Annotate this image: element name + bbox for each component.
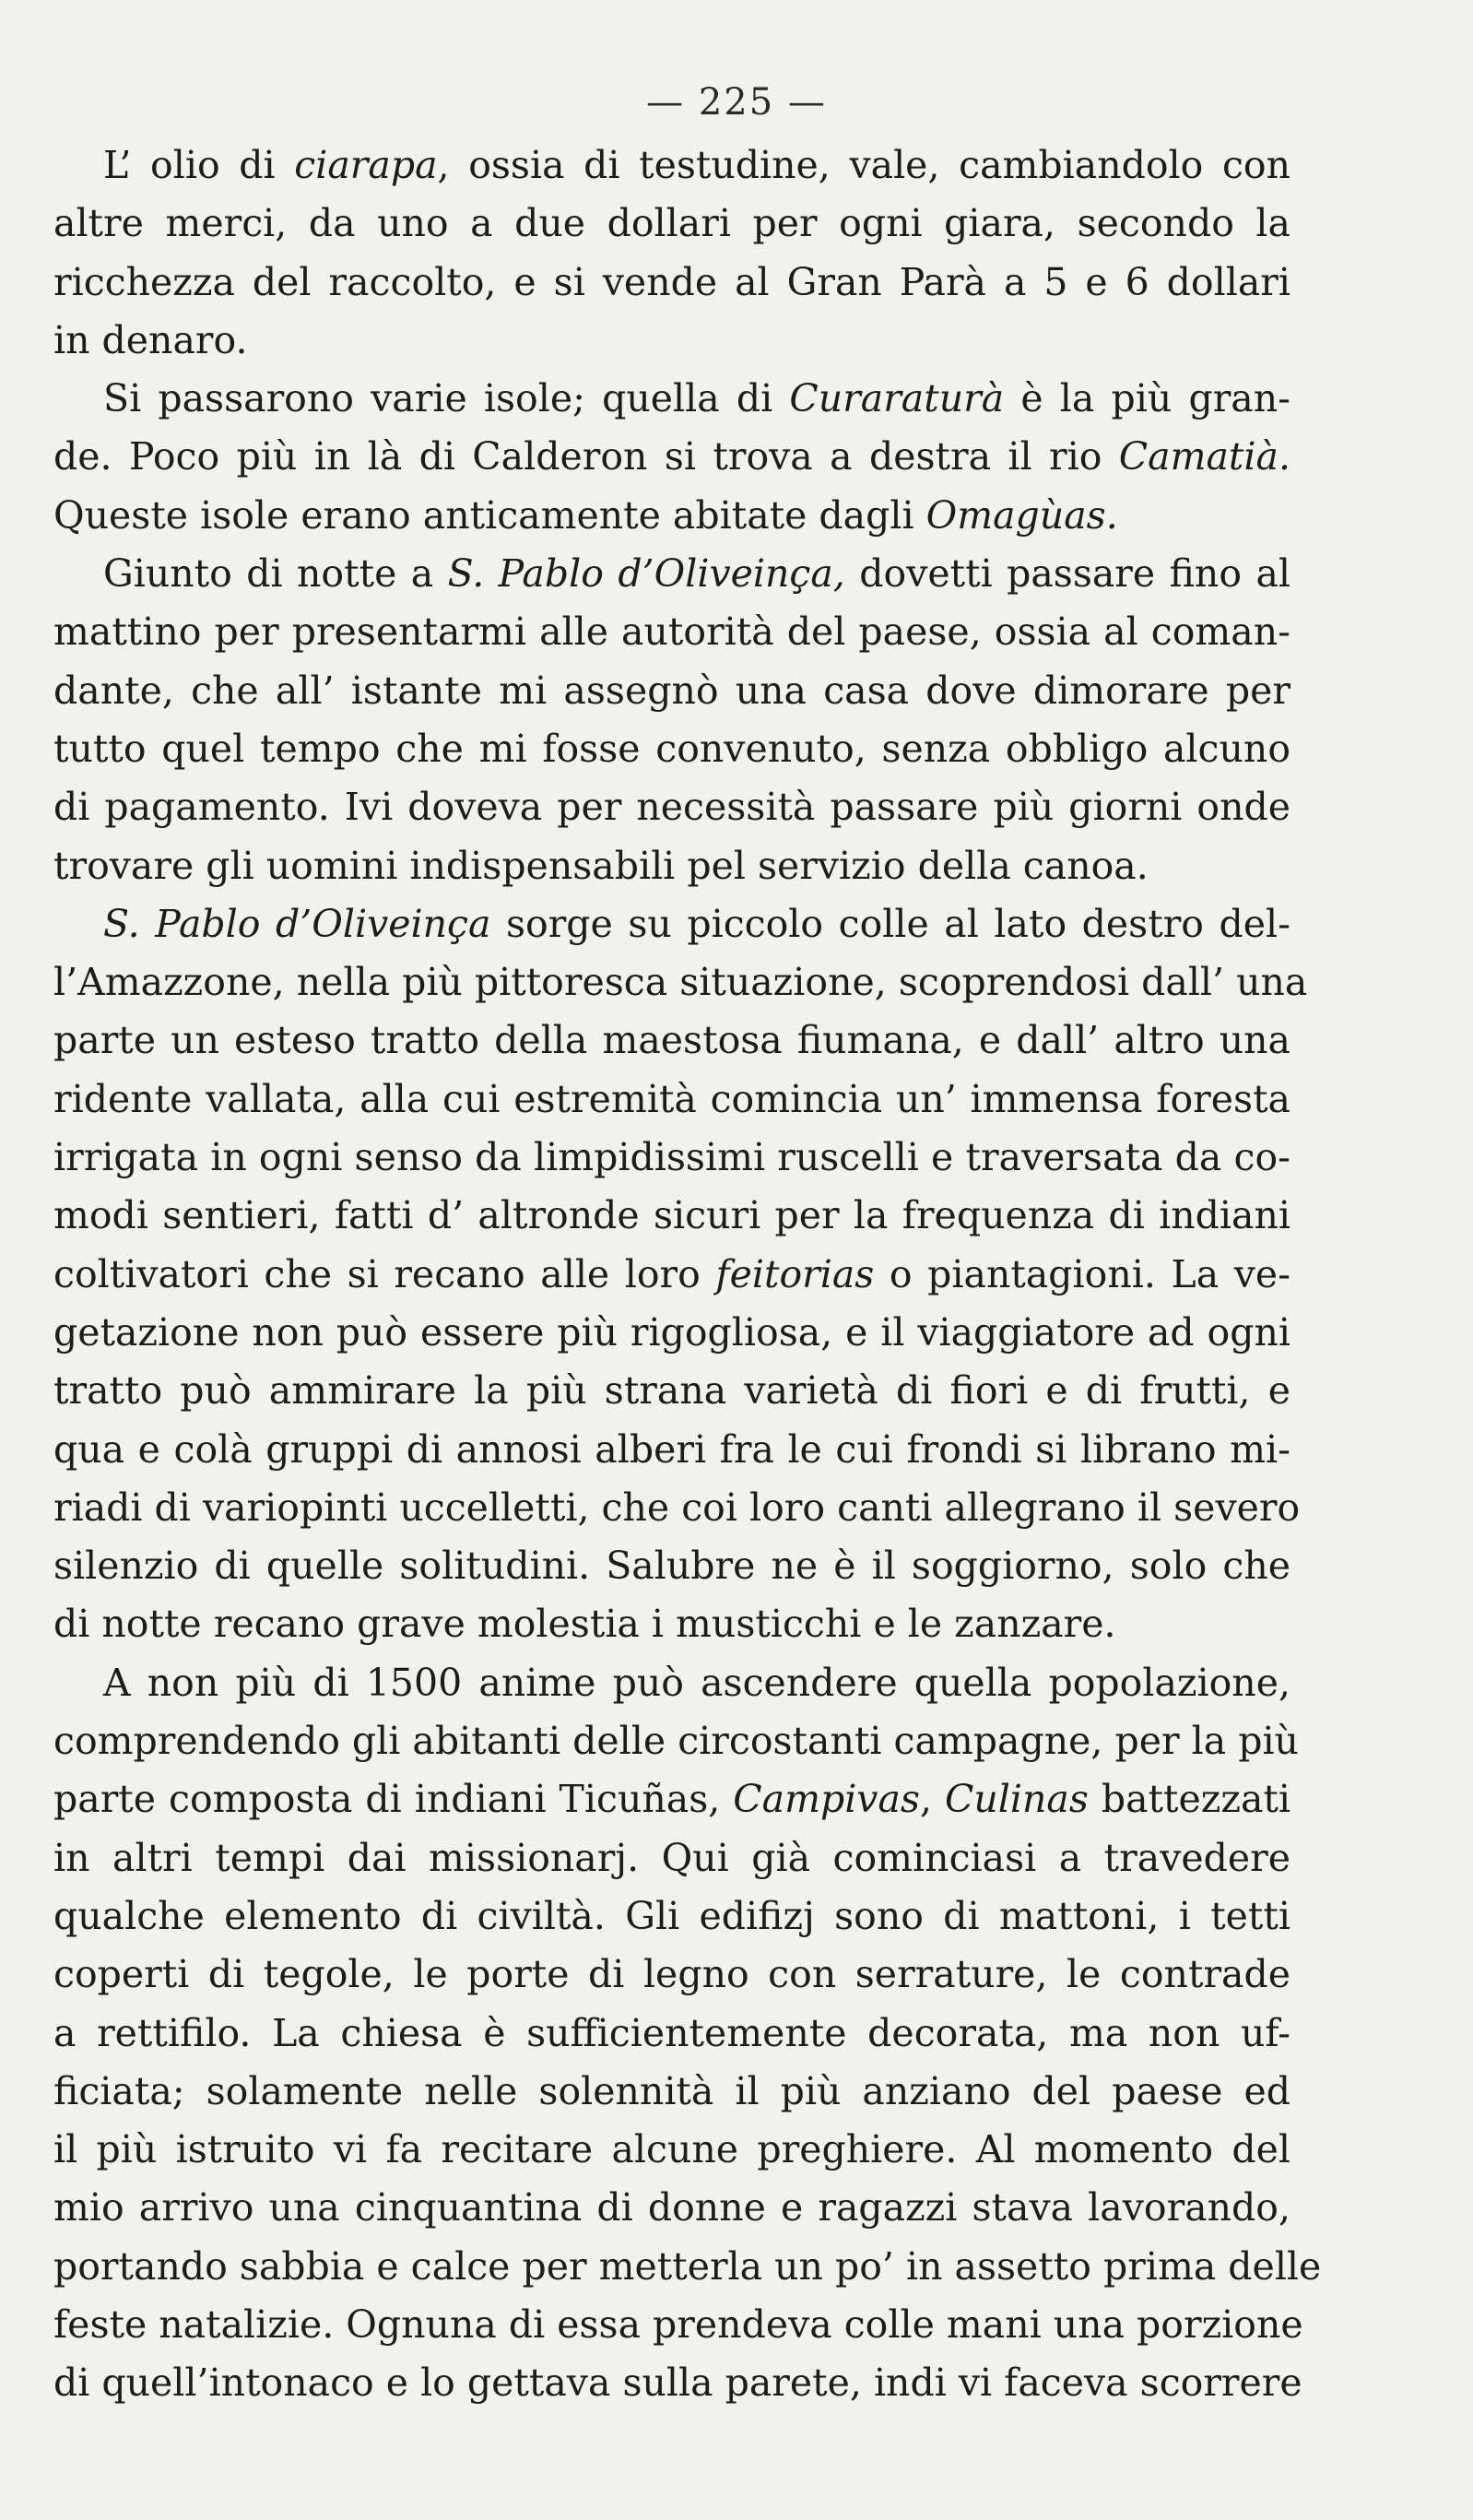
text-segment: mattino per presentarmi alle autorità del paese, ossia al coman- xyxy=(53,609,1290,655)
text-segment: coltivatori che si recano alle loro xyxy=(53,1251,716,1296)
text-line xyxy=(53,1946,1290,2004)
page-number: — 225 — xyxy=(646,81,827,124)
text-segment: mio arrivo una cinquantina di donne e ragazzi stava lavorando, xyxy=(53,2185,1290,2230)
text-line xyxy=(53,2179,1290,2237)
text-segment: in denaro. xyxy=(53,317,248,362)
text-line xyxy=(53,545,1290,603)
text-segment: Giunto di notte a xyxy=(103,551,448,597)
text-segment: battezzati xyxy=(1088,1777,1290,1822)
text-line xyxy=(53,778,1290,836)
text-line xyxy=(53,662,1290,720)
text-segment: ridente vallata, alla cui estremità comincia un’ immensa foresta xyxy=(53,1076,1290,1121)
text-line xyxy=(53,2121,1290,2179)
text-segment: Curaraturà xyxy=(789,376,1005,421)
text-segment: S. Pablo d’Oliveinça, xyxy=(447,551,845,597)
text-segment: ricchezza del raccolto, e si vende al Gran Parà a 5 e 6 dollari xyxy=(53,259,1290,304)
text-line xyxy=(53,487,1290,545)
text-segment: il più istruito vi fa recitare alcune preghiere. Al momento del xyxy=(53,2127,1290,2172)
text-line xyxy=(53,1479,1301,1537)
text-segment: qua e colà gruppi di annosi alberi fra le cui frondi si librano mi- xyxy=(53,1426,1290,1472)
text-segment: qualche elemento di civiltà. Gli edifizj sono di mattoni, i tetti xyxy=(53,1893,1290,1938)
text-segment: di notte recano grave molestia i musticchi e le zanzare. xyxy=(53,1602,1116,1647)
text-segment: , xyxy=(919,1777,945,1822)
text-line xyxy=(53,837,1290,895)
text-segment: è la più gran- xyxy=(1004,376,1290,421)
text-segment: A non più di 1500 anime può ascendere quella popolazione, xyxy=(103,1660,1290,1705)
text-line xyxy=(53,1187,1290,1245)
body-text xyxy=(53,136,1322,2413)
text-line xyxy=(53,1595,1290,1653)
text-segment: ficiata; solamente nelle solennità il più anziano del paese ed xyxy=(53,2068,1290,2113)
text-segment: S. Pablo d’Oliveinça xyxy=(103,901,491,946)
text-line xyxy=(53,312,1290,370)
text-line xyxy=(53,2063,1290,2121)
text-segment: modi sentieri, fatti d’ altronde sicuri per la frequenza di indiani xyxy=(53,1193,1290,1238)
text-line xyxy=(53,1129,1290,1187)
text-segment: altre merci, da uno a due dollari per ogni giara, secondo la xyxy=(53,201,1290,246)
text-segment: tratto può ammirare la più strana varietà di fiori e di frutti, e xyxy=(53,1368,1290,1414)
text-line xyxy=(53,953,1308,1012)
text-line xyxy=(53,1362,1290,1420)
text-segment: di quell’intonaco e lo gettava sulla parete, indi vi faceva scorrere xyxy=(53,2360,1302,2406)
text-segment: sorge su piccolo colle al lato destro del- xyxy=(490,901,1290,946)
text-segment: trovare gli uomini indispensabili pel servizio della canoa. xyxy=(53,843,1149,888)
text-line xyxy=(53,136,1290,195)
text-segment: comprendendo gli abitanti delle circostanti campagne, per la più xyxy=(53,1719,1299,1764)
text-segment: in altri tempi dai missionarj. Qui già cominciasi a travedere xyxy=(53,1835,1290,1880)
text-line xyxy=(53,1246,1290,1304)
text-segment: Culinas xyxy=(944,1777,1089,1822)
text-segment: portando sabbia e calce per metterla un po’ in assetto prima delle xyxy=(53,2243,1322,2289)
text-segment: L’ olio di xyxy=(103,143,295,187)
text-line xyxy=(53,2354,1302,2412)
text-line xyxy=(53,603,1290,661)
text-segment: di pagamento. Ivi doveva per necessità passare più giorni onde xyxy=(53,785,1290,830)
text-line xyxy=(53,428,1290,486)
text-segment: Campivas xyxy=(733,1777,920,1822)
text-line xyxy=(53,1887,1290,1946)
text-segment: ciarapa xyxy=(294,143,438,187)
text-segment: a rettifilo. La chiesa è sufficientemente decorata, ma non uf- xyxy=(53,2010,1290,2055)
text-line xyxy=(53,195,1290,253)
text-line xyxy=(53,1421,1290,1479)
text-segment: Camatià. xyxy=(1118,434,1290,479)
text-segment: feitorias xyxy=(715,1251,875,1296)
text-line xyxy=(53,254,1290,312)
text-segment: silenzio di quelle solitudini. Salubre ne è il soggiorno, solo che xyxy=(53,1544,1290,1589)
text-line xyxy=(53,1654,1290,1712)
text-line xyxy=(53,1770,1290,1828)
text-line xyxy=(53,1304,1290,1362)
text-segment: dante, che all’ istante mi assegnò una casa dove dimorare per xyxy=(53,668,1290,713)
text-segment: getazione non può essere più rigogliosa, e il viaggiatore ad ogni xyxy=(53,1309,1290,1355)
text-line xyxy=(53,1012,1290,1070)
text-segment: Queste isole erano anticamente abitate dagli xyxy=(53,492,926,538)
text-segment: Omagùas. xyxy=(925,492,1118,538)
text-line xyxy=(53,895,1290,953)
text-segment: irrigata in ogni senso da limpidissimi ruscelli e traversata da co- xyxy=(53,1135,1290,1180)
text-segment: feste natalizie. Ognuna di essa prendeva colle mani una porzione xyxy=(53,2301,1303,2347)
text-segment: parte un esteso tratto della maestosa fiumana, e dall’ altro una xyxy=(53,1018,1290,1063)
text-segment: parte composta di indiani Ticuñas, xyxy=(53,1777,734,1822)
text-line xyxy=(53,2238,1322,2296)
text-segment: , ossia di testudine, vale, cambiandolo con xyxy=(437,143,1291,187)
text-line xyxy=(53,1537,1290,1595)
text-segment: dovetti passare fino al xyxy=(844,551,1290,597)
text-line xyxy=(53,2005,1290,2063)
text-line xyxy=(53,1712,1299,1770)
text-segment: de. Poco più in là di Calderon si trova a destra il rio xyxy=(53,434,1119,479)
text-segment: riadi di variopinti uccelletti, che coi loro canti allegrano il severo xyxy=(53,1485,1301,1530)
text-line xyxy=(53,2296,1303,2354)
text-segment: Si passarono varie isole; quella di xyxy=(103,376,790,421)
text-segment: l’Amazzone, nella più pittoresca situazione, scoprendosi dall’ una xyxy=(53,960,1308,1005)
text-line xyxy=(53,1829,1290,1887)
text-line xyxy=(53,370,1290,428)
text-segment: tutto quel tempo che mi fosse convenuto, senza obbligo alcuno xyxy=(53,726,1290,771)
text-segment: coperti di tegole, le porte di legno con serrature, le contrade xyxy=(53,1952,1290,1997)
text-segment: o piantagioni. La ve- xyxy=(874,1251,1290,1296)
text-line xyxy=(53,1071,1290,1129)
text-line xyxy=(53,720,1290,778)
